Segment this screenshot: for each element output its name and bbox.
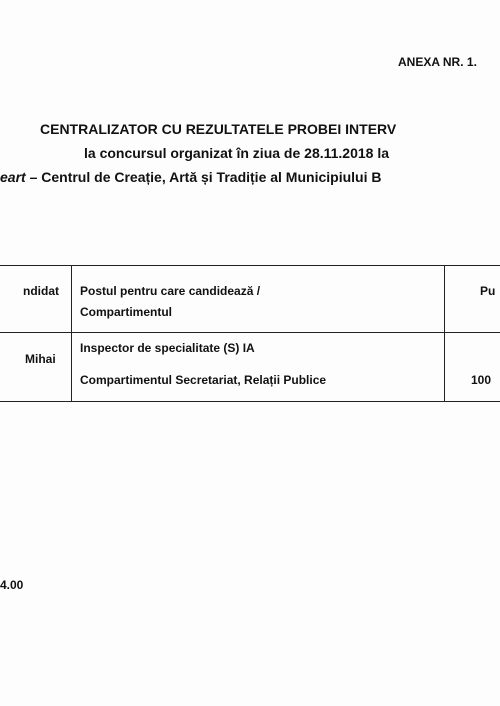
table-top-border (0, 265, 500, 266)
institution-name: – Centrul de Creație, Artă și Tradiție al Municipiului B (25, 169, 382, 185)
header-points: Pu (480, 284, 496, 298)
header-post: Postul pentru care candidează / (80, 284, 261, 298)
title-line-2: la concursul organizat în ziua de 28.11.2018 la (84, 145, 390, 161)
header-candidate: ndidat (23, 284, 59, 298)
table-column-divider-2 (444, 265, 445, 402)
row-points: 100 (471, 373, 492, 387)
table-header-divider (0, 332, 500, 333)
row-candidate: Mihai (25, 352, 56, 366)
header-post-line-2: Compartimentul (80, 305, 173, 319)
title-line-3 (0, 169, 381, 185)
footer-time: 4.00 (0, 578, 24, 592)
annex-label: ANEXA NR. 1. (398, 55, 477, 69)
table-bottom-border (0, 401, 500, 402)
results-table (0, 265, 500, 402)
title-line-1: CENTRALIZATOR CU REZULTATELE PROBEI INTERV (40, 121, 397, 137)
row-post-line-2: Compartimentul Secretariat, Relații Publice (80, 373, 327, 387)
institution-brand-fragment: eart (0, 169, 26, 185)
table-column-divider-1 (71, 265, 72, 402)
row-post-line-1: Inspector de specialitate (S) IA (80, 341, 255, 355)
